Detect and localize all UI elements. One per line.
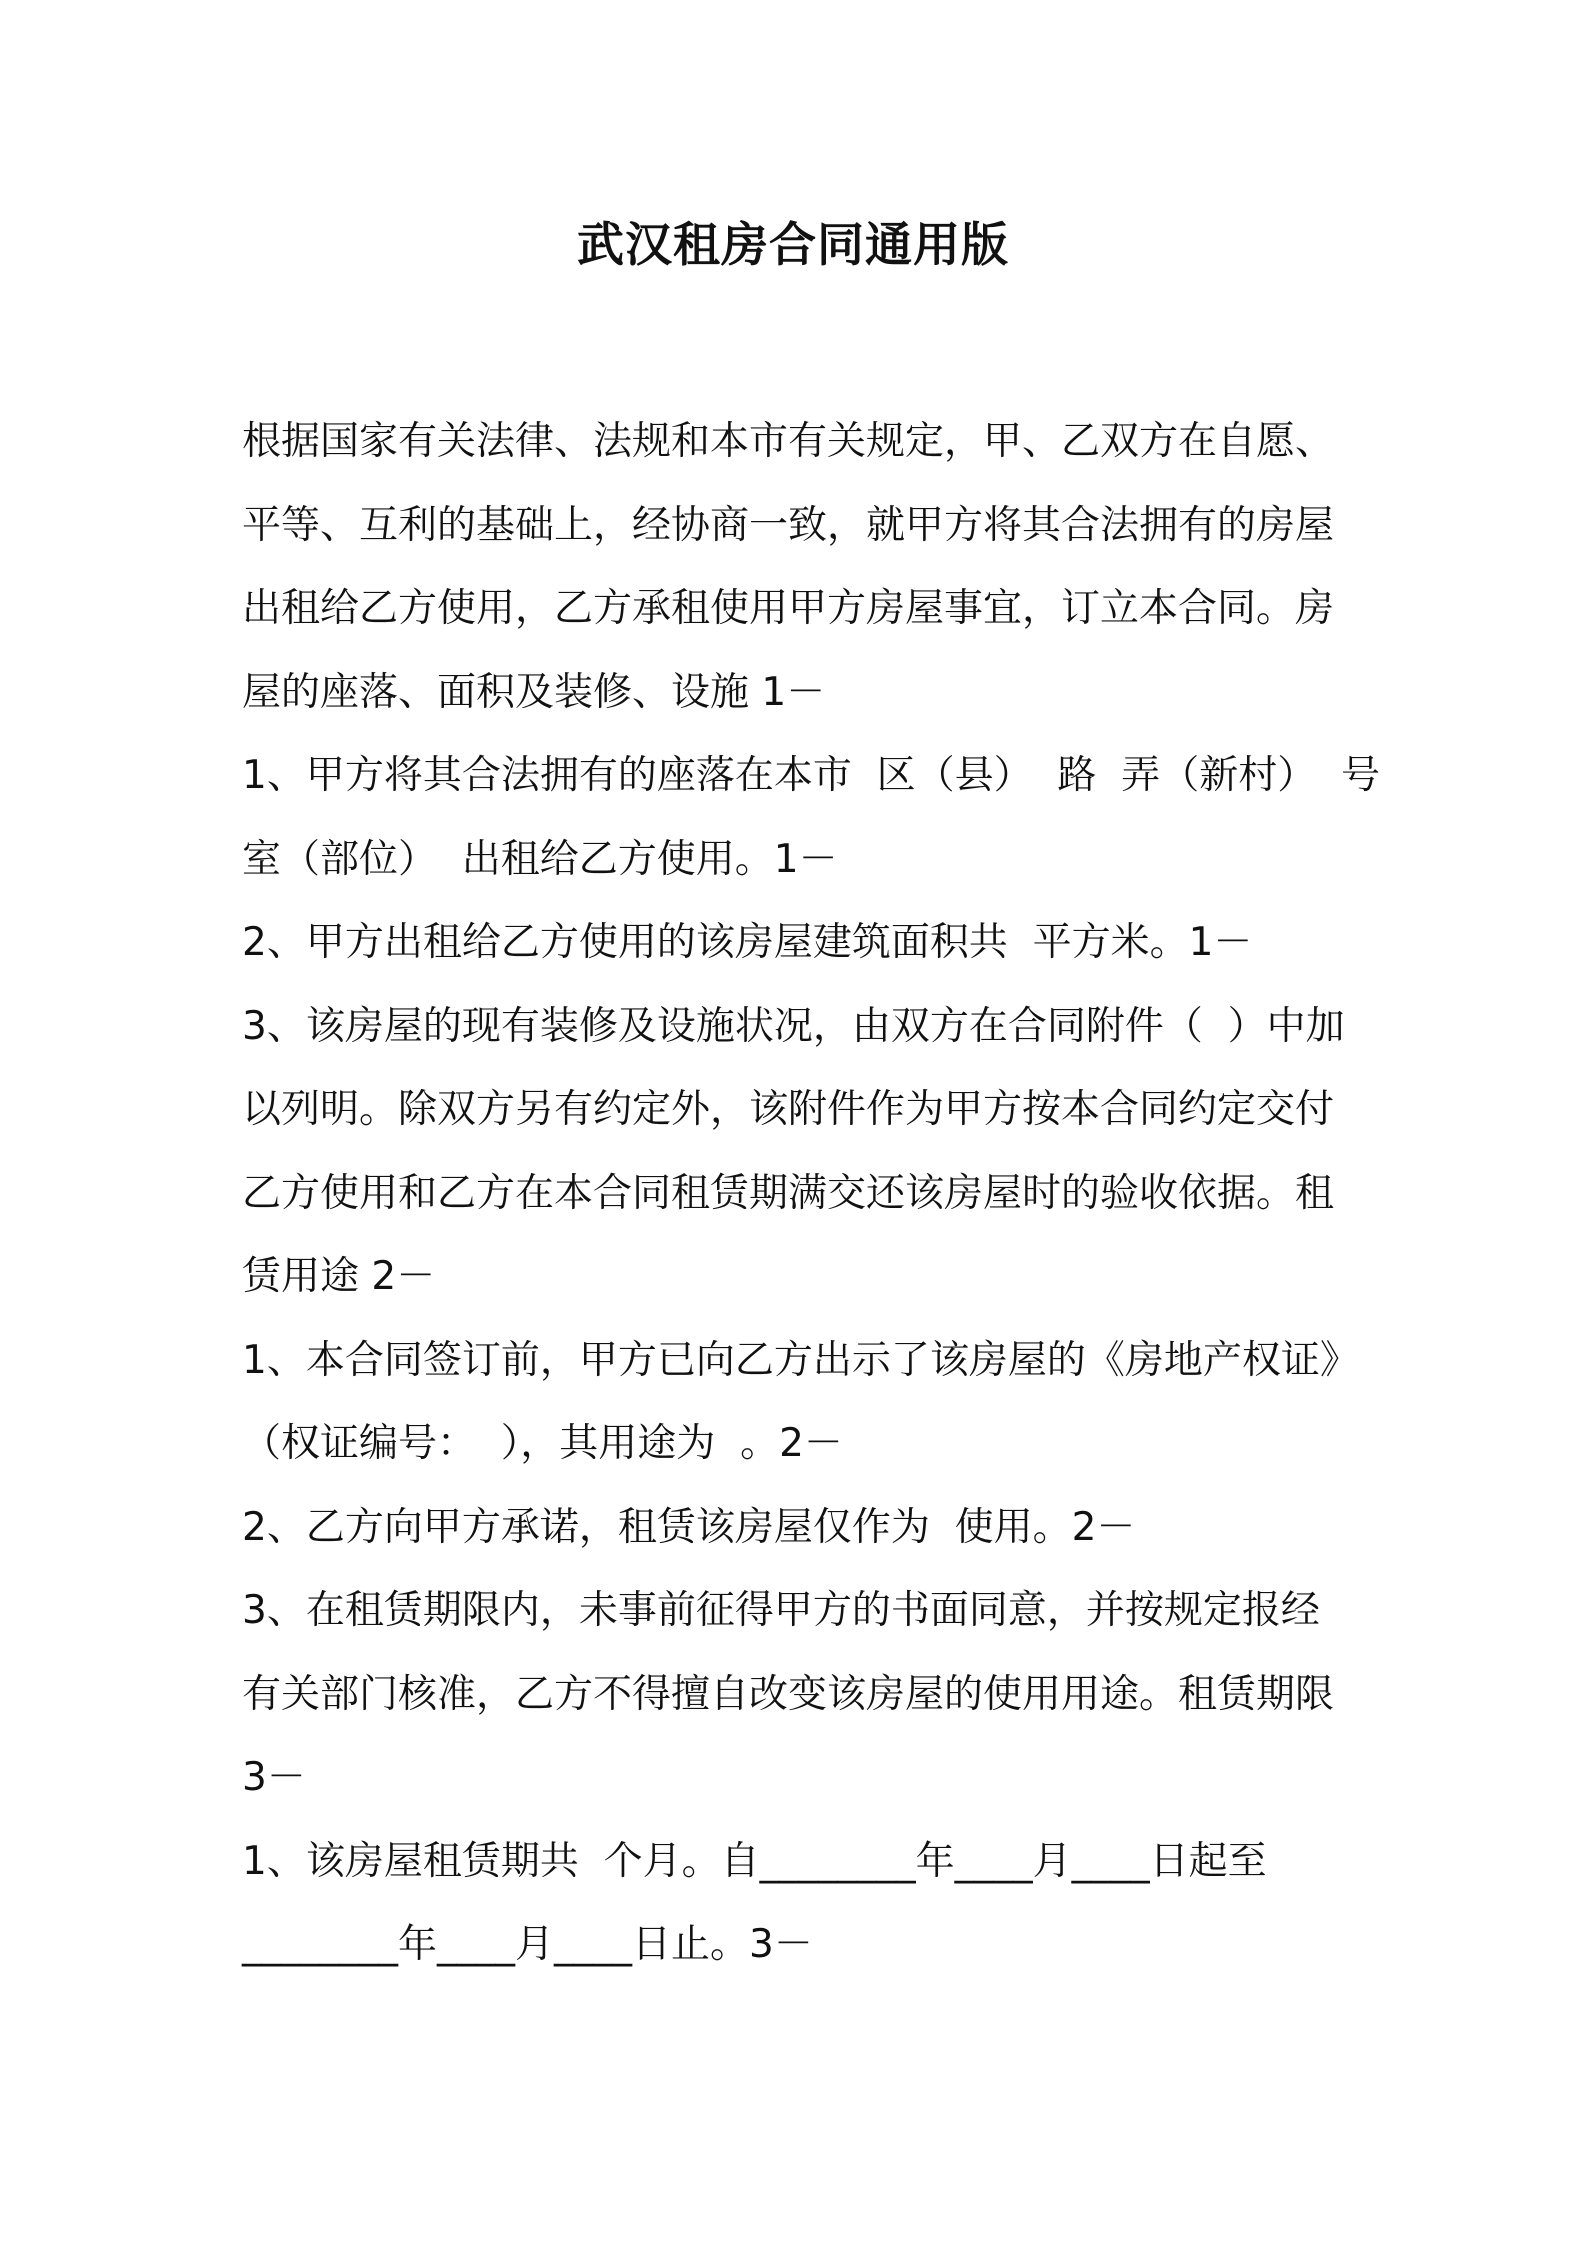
- body-line-13: （权证编号： ），其用途为 。2－: [242, 1421, 843, 1466]
- body-line-11: 赁用途 2－: [242, 1254, 436, 1299]
- body-line-3: 出租给乙方使用，乙方承租使用甲方房屋事宜，订立本合同。房: [242, 586, 1335, 631]
- body-line-18: 1、该房屋租赁期共 个月。自________年____月____日起至: [242, 1838, 1267, 1884]
- body-line-12: 1、本合同签订前，甲方已向乙方出示了该房屋的《房地产权证》: [242, 1337, 1359, 1383]
- body-line-5: 1、甲方将其合法拥有的座落在本市 区（县） 路 弄（新村） 号: [242, 753, 1380, 798]
- document-title: 武汉租房合同通用版: [577, 218, 1009, 273]
- body-line-15: 3、在租赁期限内，未事前征得甲方的书面同意，并按规定报经: [242, 1588, 1320, 1633]
- body-line-4: 屋的座落、面积及装修、设施 1－: [242, 669, 826, 715]
- body-line-1: 根据国家有关法律、法规和本市有关规定，甲、乙双方在自愿、: [242, 419, 1335, 464]
- body-line-19: ________年____月____日止。3－: [242, 1922, 813, 1967]
- body-line-16: 有关部门核准，乙方不得擅自改变该房屋的使用用途。租赁期限: [242, 1671, 1335, 1717]
- body-line-6: 室（部位） 出租给乙方使用。1－: [242, 836, 838, 882]
- body-line-10: 乙方使用和乙方在本合同租赁期满交还该房屋时的验收依据。租: [242, 1170, 1335, 1216]
- body-line-9: 以列明。除双方另有约定外，该附件作为甲方按本合同约定交付: [242, 1087, 1335, 1132]
- body-line-17: 3－: [242, 1755, 306, 1800]
- document-body: [242, 400, 1380, 1987]
- body-line-7: 2、甲方出租给乙方使用的该房屋建筑面积共 平方米。1－: [242, 920, 1253, 965]
- body-line-8: 3、该房屋的现有装修及设施状况，由双方在合同附件（ ）中加: [242, 1003, 1345, 1049]
- body-line-14: 2、乙方向甲方承诺，租赁该房屋仅作为 使用。2－: [242, 1504, 1136, 1550]
- body-line-2: 平等、互利的基础上，经协商一致，就甲方将其合法拥有的房屋: [242, 502, 1335, 548]
